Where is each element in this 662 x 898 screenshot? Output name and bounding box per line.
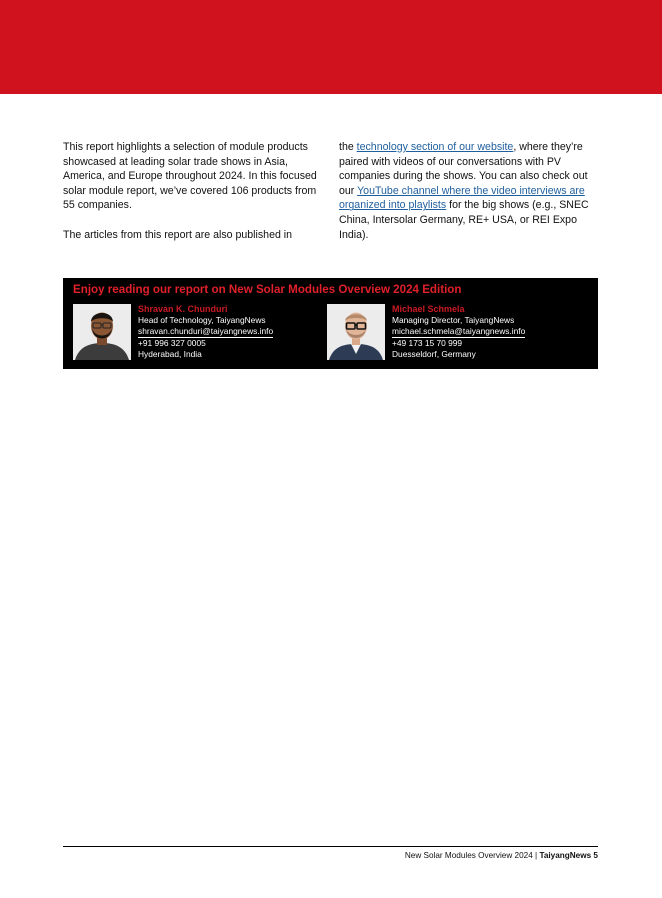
intro-left-column [63, 140, 325, 257]
contact-location: Hyderabad, India [138, 349, 202, 360]
intro-paragraph-2: The articles from this report are also published in [63, 228, 293, 241]
contact-role: Managing Director, TaiyangNews [392, 315, 515, 326]
continued-text-start: the [339, 141, 357, 153]
contact-name: Shravan K. Chunduri [138, 304, 228, 314]
contact-box [63, 278, 598, 369]
technology-section-link[interactable]: technology section of our website [356, 141, 514, 153]
person-photo-icon [73, 304, 131, 360]
contact-info [392, 304, 525, 360]
page-number: 5 [591, 851, 598, 860]
contact-location: Duesseldorf, Germany [392, 349, 476, 360]
intro-right-column [339, 140, 601, 257]
footer-separator: | [532, 851, 540, 860]
continued-text-end: for the big shows (e.g., SNEC China, Intersolar Germany, RE+ USA, or REI Expo India). [339, 199, 589, 241]
contact-info [138, 304, 273, 360]
top-banner [0, 0, 662, 94]
page-footer [405, 851, 598, 860]
contact-phone: +91 996 327 0005 [138, 337, 206, 348]
avatar [73, 304, 131, 360]
youtube-channel-link[interactable]: YouTube channel where the video interviews are organized into playlists [339, 184, 585, 212]
footer-report-title: New Solar Modules Overview 2024 [404, 851, 533, 860]
contact-role: Head of Technology, TaiyangNews [138, 315, 266, 326]
intro-paragraph-1: This report highlights a selection of module products showcased at leading solar trade shows in Asia, America, and Europe throughout 2024. In this focused solar module report, we’ve covered 106 products from 55 companies. [63, 141, 317, 212]
contact-email-link[interactable]: michael.schmela@taiyangnews.info [392, 326, 526, 337]
contact-box-title: Enjoy reading our report on New Solar Modules Overview 2024 Edition [73, 283, 462, 296]
person-photo-icon [327, 304, 385, 360]
avatar [327, 304, 385, 360]
footer-brand: TaiyangNews [539, 851, 592, 860]
footer-divider [63, 846, 598, 847]
contact-phone: +49 173 15 70 999 [392, 337, 463, 348]
continued-text-middle: , where they’re paired with videos of our conversations with PV companies during the shows. You can also check out our [339, 141, 588, 197]
contact-email-link[interactable]: shravan.chunduri@taiyangnews.info [138, 326, 274, 337]
intro-paragraph-continued [339, 140, 601, 242]
contact-name: Michael Schmela [392, 304, 465, 314]
